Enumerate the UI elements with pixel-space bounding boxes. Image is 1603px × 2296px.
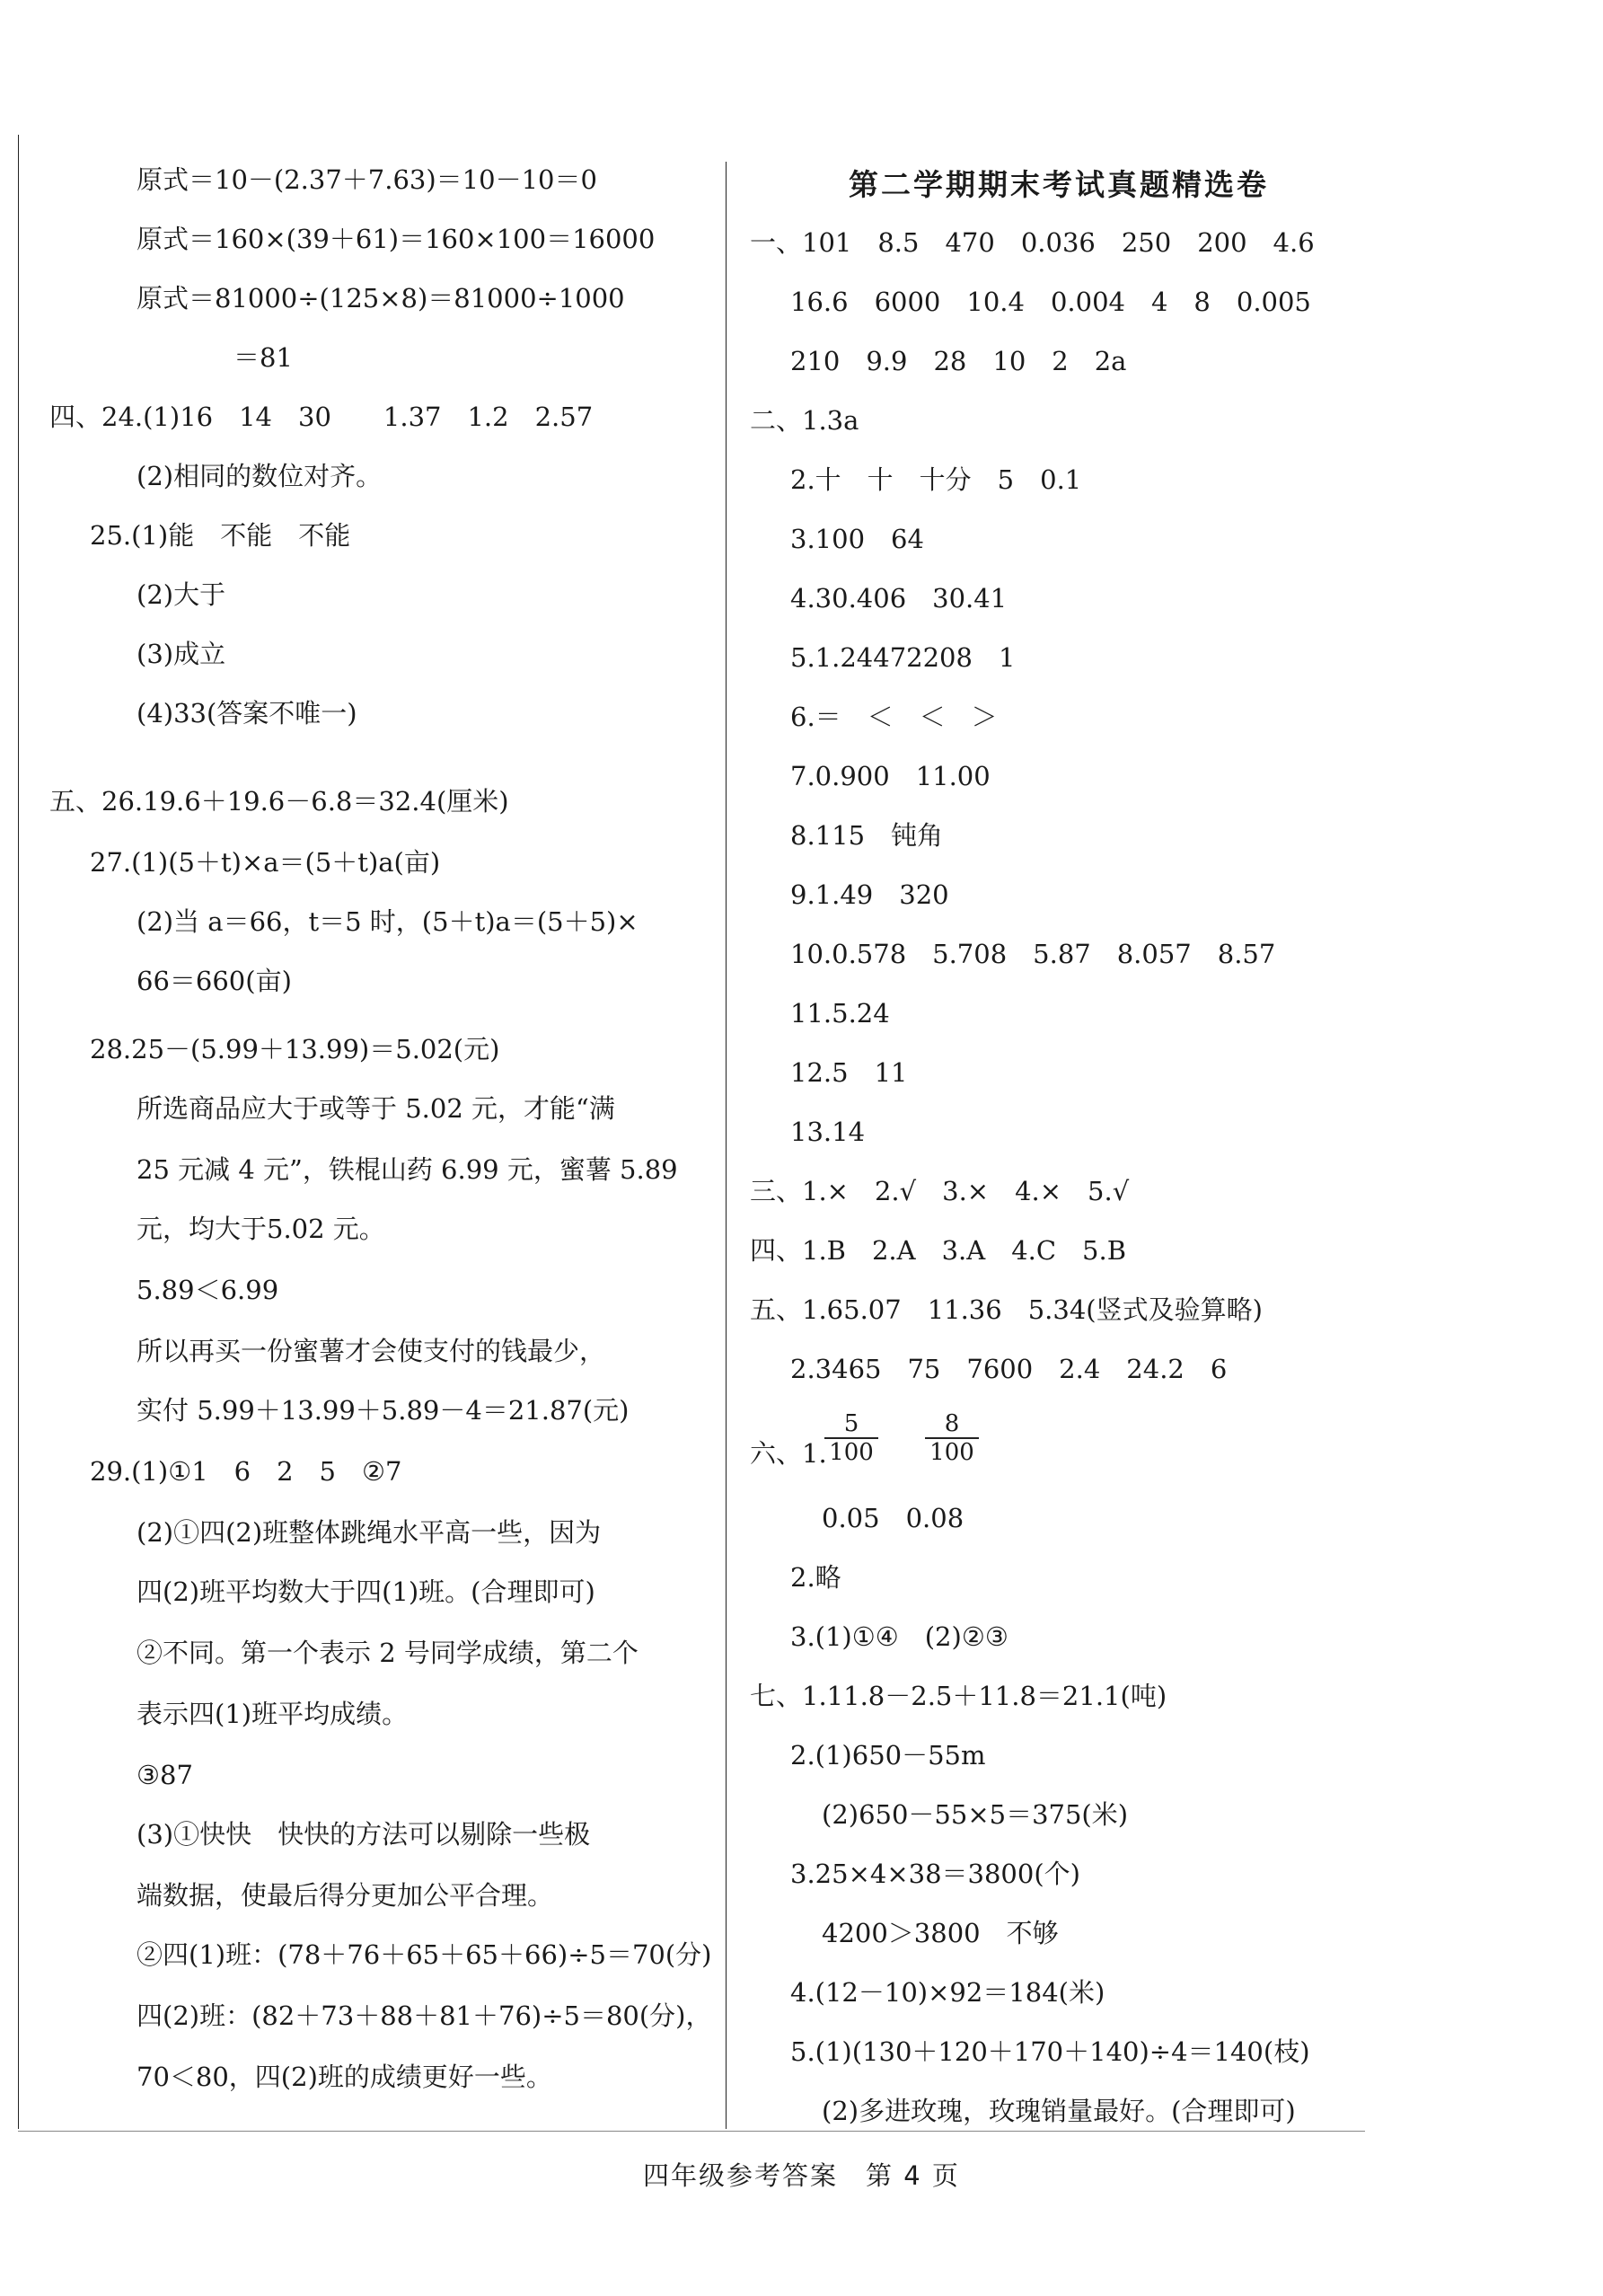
- answer-line: (2)650－55×5＝375(米): [822, 1799, 1129, 1830]
- answer-line: 端数据，使最后得分更加公平合理。: [137, 1880, 554, 1911]
- footer-rule: [18, 2131, 1365, 2132]
- answer-line: 25 元减 4 元”，铁棍山药 6.99 元，蜜薯 5.89: [137, 1154, 678, 1185]
- answer-line: 210 9.9 28 10 2 2a: [790, 346, 1127, 376]
- answer-line: 13.14: [790, 1117, 866, 1147]
- answer-line: 10.0.578 5.708 5.87 8.057 8.57: [790, 939, 1276, 969]
- left-margin-rule: [18, 135, 19, 2129]
- answer-line: 五、1.65.07 11.36 5.34(竖式及验算略): [750, 1294, 1263, 1325]
- answer-line: 0.05 0.08: [822, 1503, 964, 1533]
- fraction-numerator: 8: [944, 1410, 960, 1437]
- answer-line: 5.89＜6.99: [137, 1275, 279, 1305]
- fraction-denominator: 100: [925, 1437, 979, 1466]
- answer-line: 元，均大于5.02 元。: [137, 1214, 385, 1244]
- answer-line: 四(2)班：(82＋73＋88＋81＋76)÷5＝80(分)，: [137, 2000, 712, 2031]
- answer-line: 六、1.: [750, 1438, 827, 1469]
- answer-line: 3.100 64: [790, 524, 924, 554]
- answer-line: 四、1.B 2.A 3.A 4.C 5.B: [750, 1235, 1127, 1266]
- answer-line: 原式＝160×(39＋61)＝160×100＝16000: [137, 224, 656, 254]
- section-title: 第二学期期末考试真题精选卷: [849, 167, 1269, 202]
- answer-line: 一、101 8.5 470 0.036 250 200 4.6: [750, 227, 1315, 258]
- answer-line: (2)当 a＝66，t＝5 时，(5＋t)a＝(5＋5)×: [137, 906, 639, 937]
- answer-line: 4.(12－10)×92＝184(米): [790, 1977, 1105, 2008]
- answer-line: 2.十 十 十分 5 0.1: [790, 464, 1082, 495]
- column-divider: [726, 162, 727, 2129]
- fraction-numerator: 5: [843, 1410, 859, 1437]
- answer-line: ②四(1)班：(78＋76＋65＋65＋66)÷5＝70(分): [137, 1939, 712, 1970]
- answer-line: 2.(1)650－55m: [790, 1740, 986, 1771]
- answer-line: 25.(1)能 不能 不能: [90, 520, 351, 551]
- answer-line: 12.5 11: [790, 1057, 908, 1088]
- answer-line: (3)成立: [137, 639, 226, 669]
- answer-line: (2)大于: [137, 579, 226, 610]
- answer-line: 所选商品应大于或等于 5.02 元，才能“满: [137, 1093, 615, 1124]
- answer-line: 二、1.3a: [750, 405, 859, 436]
- answer-line: 5.1.24472208 1: [790, 642, 1016, 673]
- answer-line: 29.(1)①1 6 2 5 ②7: [90, 1456, 402, 1487]
- answer-line: (4)33(答案不唯一): [137, 698, 357, 729]
- answer-line: (2)相同的数位对齐。: [137, 461, 383, 491]
- answer-line: 4200＞3800 不够: [822, 1918, 1059, 1948]
- answer-line: 三、1.× 2.√ 3.× 4.× 5.√: [750, 1176, 1130, 1206]
- answer-line: (2)多进玫瑰，玫瑰销量最好。(合理即可): [822, 2096, 1296, 2126]
- answer-line: 7.0.900 11.00: [790, 761, 991, 791]
- answer-line: 70＜80，四(2)班的成绩更好一些。: [137, 2062, 552, 2092]
- answer-line: 16.6 6000 10.4 0.004 4 8 0.005: [790, 287, 1311, 317]
- answer-line: 8.115 钝角: [790, 820, 944, 851]
- answer-line: 原式＝81000÷(125×8)＝81000÷1000: [137, 283, 625, 313]
- answer-line: (3)①快快 快快的方法可以剔除一些极: [137, 1819, 591, 1850]
- fraction: [824, 1410, 878, 1466]
- answer-line: ②不同。第一个表示 2 号同学成绩，第二个: [137, 1638, 639, 1668]
- answer-line: 5.(1)(130＋120＋170＋140)÷4＝140(枝): [790, 2036, 1310, 2067]
- answer-line: 28.25－(5.99＋13.99)＝5.02(元): [90, 1034, 500, 1064]
- answer-line: 2.3465 75 7600 2.4 24.2 6: [790, 1354, 1228, 1384]
- answer-line: ③87: [137, 1760, 193, 1790]
- answer-line: 四、24.(1)16 14 30 1.37 1.2 2.57: [49, 402, 594, 432]
- page-footer: 四年级参考答案 第 4 页: [643, 2160, 960, 2191]
- answer-line: 3.(1)①④ (2)②③: [790, 1621, 1008, 1652]
- answer-line: 所以再买一份蜜薯才会使支付的钱最少，: [137, 1336, 606, 1366]
- answer-line: 3.25×4×38＝3800(个): [790, 1859, 1080, 1889]
- answer-line: 2.略: [790, 1562, 841, 1593]
- answer-line: 66＝660(亩): [137, 966, 292, 996]
- answer-line: 表示四(1)班平均成绩。: [137, 1699, 409, 1729]
- answer-line: 实付 5.99＋13.99＋5.89－4＝21.87(元): [137, 1395, 630, 1426]
- answer-line: 11.5.24: [790, 998, 890, 1029]
- answer-line: 五、26.19.6＋19.6－6.8＝32.4(厘米): [49, 786, 509, 817]
- answer-line: 4.30.406 30.41: [790, 583, 1008, 614]
- answer-line: 七、1.11.8－2.5＋11.8＝21.1(吨): [750, 1681, 1167, 1711]
- answer-line: 27.(1)(5＋t)×a＝(5＋t)a(亩): [90, 847, 441, 878]
- fraction: [925, 1410, 979, 1466]
- answer-line: ＝81: [233, 342, 293, 373]
- answer-line: 四(2)班平均数大于四(1)班。(合理即可): [137, 1576, 595, 1607]
- answer-line: 原式＝10－(2.37＋7.63)＝10－10＝0: [137, 164, 597, 195]
- answer-line: (2)①四(2)班整体跳绳水平高一些，因为: [137, 1517, 602, 1548]
- answer-line: 6.＝ ＜ ＜ ＞: [790, 702, 998, 732]
- fraction-denominator: 100: [824, 1437, 878, 1466]
- answer-line: 9.1.49 320: [790, 879, 949, 910]
